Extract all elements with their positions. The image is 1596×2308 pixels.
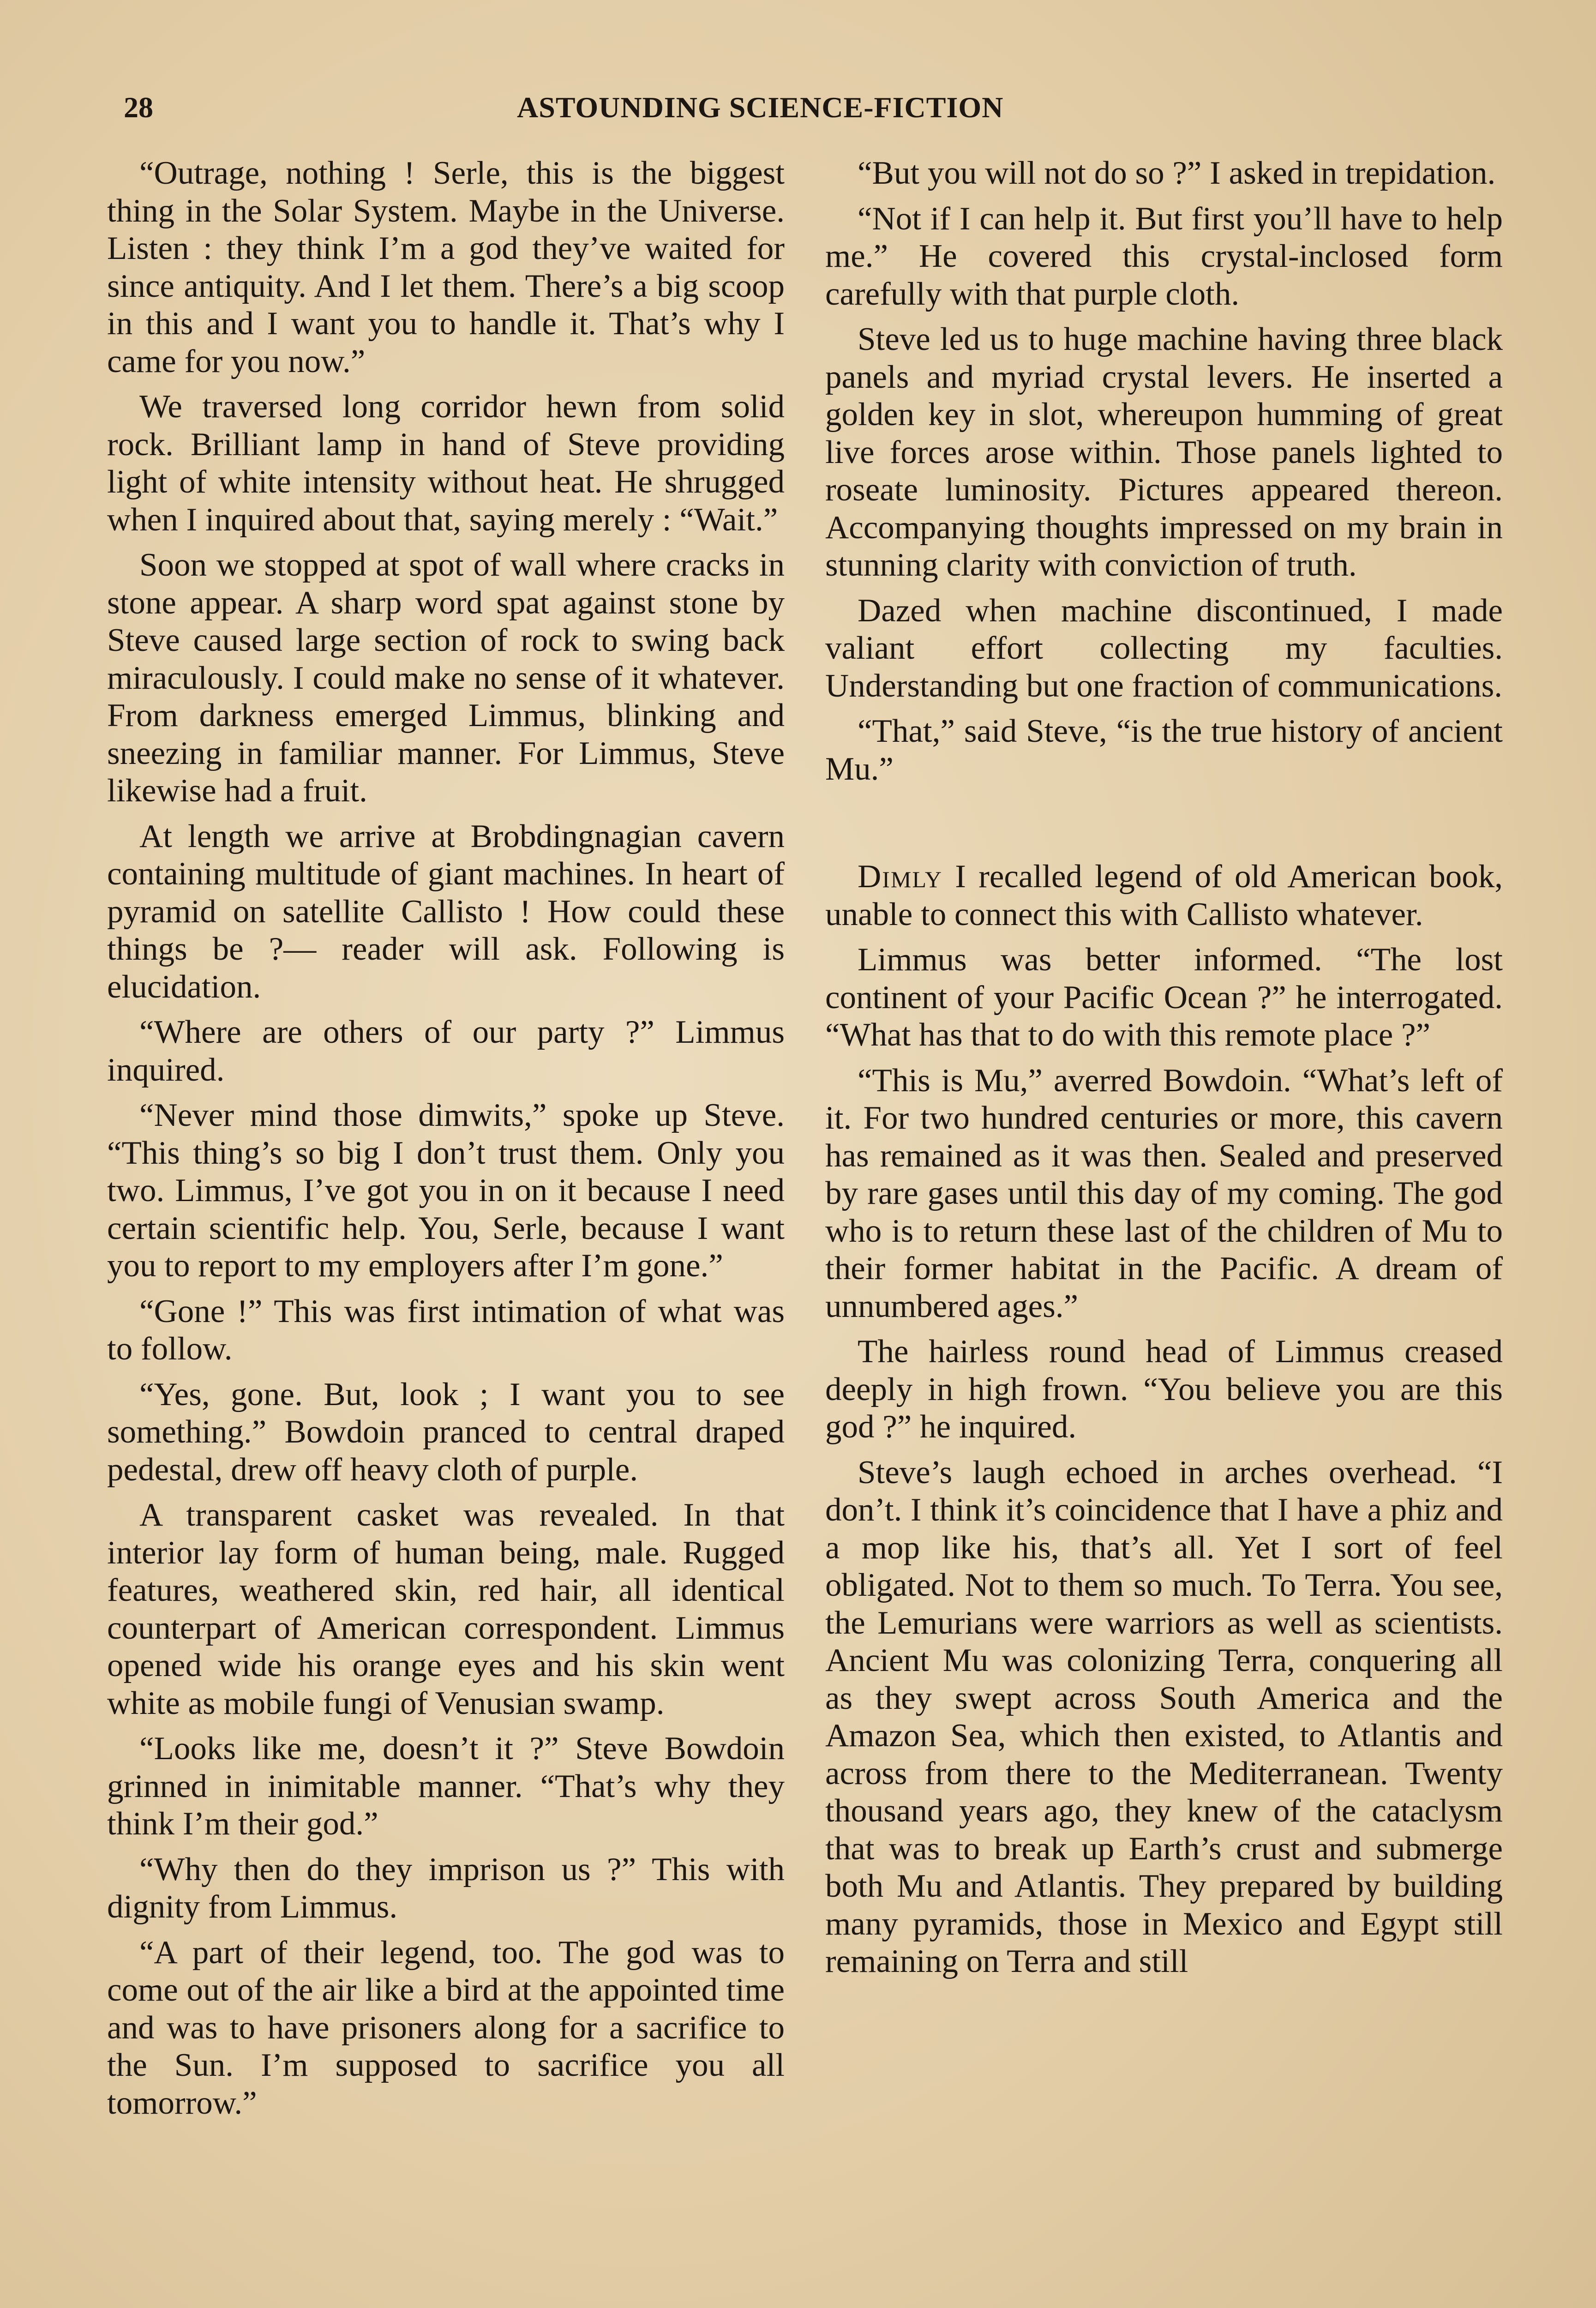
paragraph: “This is Mu,” averred Bowdoin. “What’s left of it. For two hundred centuries or more, this cavern has remained as it was then. Sealed and preserved by rare gases until this day of my coming. The god who is to return these last of the children of Mu to their former habitat in the Pacific. A dream of unnumbered ages.” (825, 1062, 1503, 1324)
section-lead-paragraph (825, 858, 1503, 933)
paragraph: “Never mind those dimwits,” spoke up Steve. “This thing’s so big I don’t trust them. Only you two. Limmus, I’ve got you in on it because I need certain scientific help. You, Serle, because I want you to report to my employers after I’m gone.” (107, 1097, 785, 1284)
paragraph: “A part of their legend, too. The god was to come out of the air like a bird at the appointed time and was to have prisoners along for a sacrifice to the Sun. I’m supposed to sacrifice you all tomorrow.” (107, 1934, 785, 2121)
paragraph: “Why then do they imprison us ?” This with dignity from Limmus. (107, 1851, 785, 1925)
paragraph: “Outrage, nothing ! Serle, this is the biggest thing in the Solar System. Maybe in the Universe. Listen : they think I’m a god they’ve waited for since antiquity. And I let them. There’s a big scoop in this and I want you to handle it. That’s why I came for you now.” (107, 155, 785, 379)
page-number: 28 (124, 91, 153, 124)
paragraph: A transparent casket was revealed. In that interior lay form of human being, male. Rugged features, weathered skin, red hair, all identical counterpart of American correspondent. Limmus opened wide his orange eyes and his skin went white as mobile fungi of Venusian swamp. (107, 1497, 785, 1721)
section-lead-word: Dimly (858, 859, 943, 895)
paragraph: Limmus was better informed. “The lost continent of your Pacific Ocean ?” he interrogated. “What has that to do with this remote place ?” (825, 942, 1503, 1053)
paragraph: “Looks like me, doesn’t it ?” Steve Bowdoin grinned in inimitable manner. “That’s why they think I’m their god.” (107, 1731, 785, 1842)
paragraph: “That,” said Steve, “is the true history of ancient Mu.” (825, 713, 1503, 787)
paragraph: “Gone !” This was first intimation of what was to follow. (107, 1293, 785, 1367)
paragraph: “Yes, gone. But, look ; I want you to see something.” Bowdoin pranced to central draped pedestal, drew off heavy cloth of purple. (107, 1376, 785, 1488)
paragraph: Dazed when machine discontinued, I made valiant effort collecting my faculties. Understanding but one fraction of communications. (825, 592, 1503, 704)
left-column (107, 155, 785, 2130)
paragraph: “Not if I can help it. But first you’ll have to help me.” He covered this crystal-inclosed form carefully with that purple cloth. (825, 200, 1503, 312)
paragraph: Soon we stopped at spot of wall where cracks in stone appear. A sharp word spat against stone by Steve caused large section of rock to swing back miraculously. I could make no sense of it whatever. From darkness emerged Limmus, blinking and sneezing in familiar manner. For Limmus, Steve likewise had a fruit. (107, 547, 785, 809)
paragraph: Steve led us to huge machine having three black panels and myriad crystal levers. He inserted a golden key in slot, whereupon humming of great live forces arose within. Those panels lighted to roseate luminosity. Pictures appeared thereon. Accompanying thoughts impressed on my brain in stunning clarity with conviction of truth. (825, 321, 1503, 583)
running-head: ASTOUNDING SCIENCE-FICTION (517, 91, 1004, 124)
paragraph: “Where are others of our party ?” Limmus inquired. (107, 1014, 785, 1088)
section-lead-text: I recalled legend of old American book, unable to connect this with Callisto whatever. (825, 859, 1503, 932)
paragraph: We traversed long corridor hewn from solid rock. Brilliant lamp in hand of Steve providing light of white intensity without heat. He shrugged when I inquired about that, saying merely : “Wait.” (107, 389, 785, 538)
paragraph: Steve’s laugh echoed in arches overhead. “I don’t. I think it’s coincidence that I have a phiz and a mop like his, that’s all. Yet I sort of feel obligated. Not to them so much. To Terra. You see, the Lemurians were warriors as well as scientists. Ancient Mu was colonizing Terra, conquering all as they swept across South America and the Amazon Sea, which then existed, to Atlantis and across from there to the Mediterranean. Twenty thousand years ago, they knew of the cataclysm that was to break up Earth’s crust and submerge both Mu and Atlantis. They prepared by building many pyramids, those in Mexico and Egypt still remaining on Terra and still (825, 1454, 1503, 1979)
section-break (825, 796, 1503, 858)
paragraph: The hairless round head of Limmus creased deeply in high frown. “You believe you are this god ?” he inquired. (825, 1334, 1503, 1445)
right-column (825, 155, 1503, 1989)
paragraph: At length we arrive at Brobdingnagian cavern containing multitude of giant machines. In heart of pyramid on satellite Callisto ! How could these things be ?— reader will ask. Following is elucidation. (107, 818, 785, 1005)
paragraph: “But you will not do so ?” I asked in trepidation. (858, 155, 1496, 191)
